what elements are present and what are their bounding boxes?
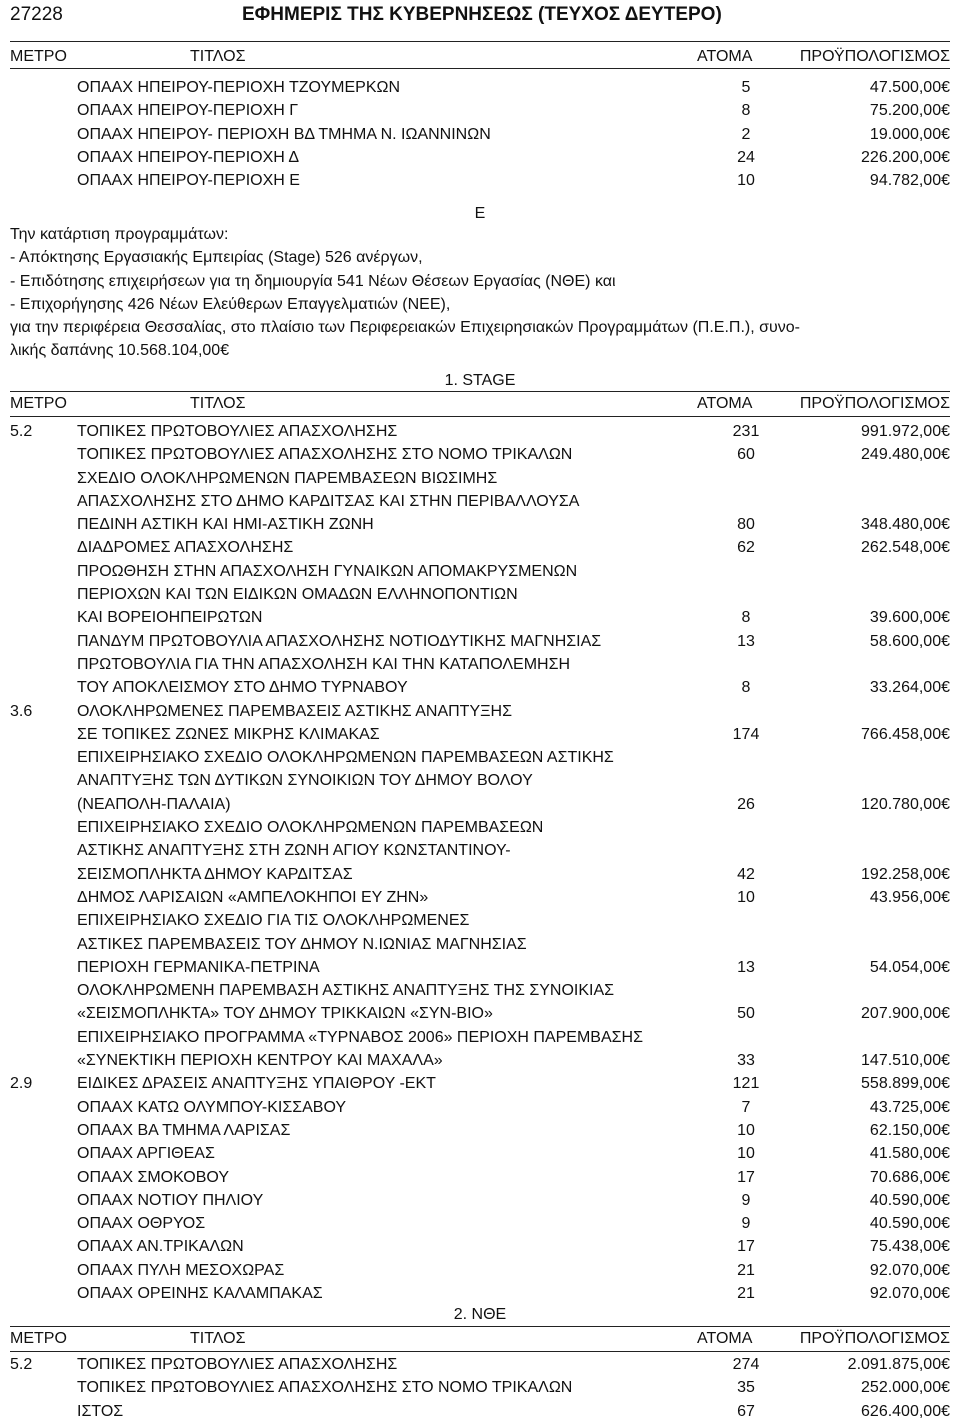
- gazette-title: ΕΦΗΜΕΡΙΣ ΤΗΣ ΚΥΒΕΡΝΗΣΕΩΣ (ΤΕΥΧΟΣ ΔΕΥΤΕΡΟ): [242, 4, 722, 25]
- section-heading-nthe: 2. ΝΘΕ: [453, 1306, 507, 1323]
- paragraph-line: Την κατάρτιση προγραμμάτων:: [10, 226, 229, 243]
- table-row: ΠΕΡΙΟΧΗ ΓΕΡΜΑΝΙΚΑ-ΠΕΤΡΙΝΑ 13 54.054,00€: [77, 958, 950, 976]
- table-row: ΠΑΝΔΥΜ ΠΡΩΤΟΒΟΥΛΙΑ ΑΠΑΣΧΟΛΗΣΗΣ ΝΟΤΙΟΔΥΤΙΚΗΣ ΜΑΓΝΗΣΙΑΣ 13 58.600,00€: [77, 632, 950, 650]
- header-rule: [10, 41, 950, 42]
- table-row: ΕΠΙΧΕΙΡΗΣΙΑΚΟ ΠΡΟΓΡΑΜΜΑ «ΤΥΡΝΑΒΟΣ 2006» ΠΕΡΙΟΧΗ ΠΑΡΕΜΒΑΣΗΣ: [77, 1028, 643, 1046]
- table-row: ΟΠΑΑΧ ΑΝ.ΤΡΙΚΑΛΩΝ 17 75.438,00€: [77, 1238, 950, 1256]
- paragraph-line: για την περιφέρεια Θεσσαλίας, στο πλαίσιο των Περιφερειακών Επιχειρησιακών Προγραμμάτων (Π.Ε.Π.), συνο-: [10, 319, 800, 337]
- col-budget: ΠΡΟΫΠΟΛΟΓΙΣΜΟΣ: [799, 1330, 950, 1347]
- col-budget: ΠΡΟΫΠΟΛΟΓΙΣΜΟΣ: [799, 48, 950, 65]
- col-titlos: ΤΙΤΛΟΣ: [190, 48, 246, 65]
- table-row: ΟΠΑΑΧ ΒΑ ΤΜΗΜΑ ΛΑΡΙΣΑΣ 10 62.150,00€: [77, 1121, 950, 1139]
- column-header-3: [10, 1328, 950, 1350]
- paragraph-line: - Επιδότησης επιχειρήσεων για τη δημιουργία 541 Νέων Θέσεων Εργασίας (ΝΘΕ) και: [10, 272, 616, 290]
- table-row: ΠΕΡΙΟΧΩΝ ΚΑΙ ΤΩΝ ΕΙΔΙΚΩΝ ΟΜΑΔΩΝ ΕΛΛΗΝΟΠΟΝΤΙΩΝ: [77, 586, 518, 604]
- col-metro: ΜΕΤΡΟ: [10, 1330, 67, 1347]
- table-row: ΟΠΑΑΧ ΑΡΓΙΘΕΑΣ 10 41.580,00€: [77, 1145, 950, 1163]
- section-letter: Ε: [474, 205, 486, 222]
- column-header-rule-2: [10, 416, 950, 417]
- table-row: ΟΠΑΑΧ ΗΠΕΙΡΟΥ-ΠΕΡΙΟΧΗ Δ 24 226.200,00€: [77, 148, 950, 166]
- table-row: ΠΡΟΩΘΗΣΗ ΣΤΗΝ ΑΠΑΣΧΟΛΗΣΗ ΓΥΝΑΙΚΩΝ ΑΠΟΜΑΚΡΥΣΜΕΝΩΝ: [77, 562, 578, 580]
- table-row: ΔΗΜΟΣ ΛΑΡΙΣΑΙΩΝ «ΑΜΠΕΛΟΚΗΠΟΙ ΕΥ ΖΗΝ» 10 43.956,00€: [77, 888, 950, 906]
- paragraph-line: - Επιχορήγησης 426 Νέων Ελεύθερων Επαγγελματιών (ΝΕΕ),: [10, 295, 451, 313]
- stage-top-rule: [10, 391, 950, 392]
- table-row: ΟΠΑΑΧ ΗΠΕΙΡΟΥ-ΠΕΡΙΟΧΗ Γ 8 75.200,00€: [77, 102, 950, 120]
- column-header-1: [10, 46, 950, 68]
- table-row: (ΝΕΑΠΟΛΗ-ΠΑΛΑΙΑ) 26 120.780,00€: [77, 795, 950, 813]
- table-row: ΟΠΑΑΧ ΟΘΡΥΟΣ 9 40.590,00€: [77, 1215, 950, 1233]
- table-row: ΟΠΑΑΧ ΣΜΟΚΟΒΟΥ 17 70.686,00€: [77, 1168, 950, 1186]
- page-header: [10, 2, 950, 28]
- col-metro: ΜΕΤΡΟ: [10, 395, 67, 412]
- table-row: «ΣΥΝΕΚΤΙΚΗ ΠΕΡΙΟΧΗ ΚΕΝΤΡΟΥ ΚΑΙ ΜΑΧΑΛΑ» 33 147.510,00€: [77, 1052, 950, 1070]
- table-row: ΤΟΥ ΑΠΟΚΛΕΙΣΜΟΥ ΣΤΟ ΔΗΜΟ ΤΥΡΝΑΒΟΥ 8 33.264,00€: [77, 679, 950, 697]
- table-row: ΤΟΠΙΚΕΣ ΠΡΩΤΟΒΟΥΛΙΕΣ ΑΠΑΣΧΟΛΗΣΗΣ ΣΤΟ ΝΟΜΟ ΤΡΙΚΑΛΩΝ 60 249.480,00€: [77, 446, 950, 464]
- table-row: ΤΟΠΙΚΕΣ ΠΡΩΤΟΒΟΥΛΙΕΣ ΑΠΑΣΧΟΛΗΣΗΣ ΣΤΟ ΝΟΜΟ ΤΡΙΚΑΛΩΝ 35 252.000,00€: [77, 1379, 950, 1397]
- col-metro: ΜΕΤΡΟ: [10, 48, 67, 65]
- table-row: 5.2 ΤΟΠΙΚΕΣ ΠΡΩΤΟΒΟΥΛΙΕΣ ΑΠΑΣΧΟΛΗΣΗΣ 231 991.972,00€: [10, 423, 950, 440]
- table-row: 2.9 ΕΙΔΙΚΕΣ ΔΡΑΣΕΙΣ ΑΝΑΠΤΥΞΗΣ ΥΠΑΙΘΡΟΥ -ΕΚΤ 121 558.899,00€: [10, 1075, 950, 1093]
- table-row: ΑΠΑΣΧΟΛΗΣΗΣ ΣΤΟ ΔΗΜΟ ΚΑΡΔΙΤΣΑΣ ΚΑΙ ΣΤΗΝ ΠΕΡΙΒΑΛΛΟΥΣΑ: [77, 492, 580, 510]
- column-header-rule-3: [10, 1351, 950, 1352]
- table-row: ΣΕ ΤΟΠΙΚΕΣ ΖΩΝΕΣ ΜΙΚΡΗΣ ΚΛΙΜΑΚΑΣ 174 766.458,00€: [77, 725, 950, 743]
- col-atoma: ΑΤΟΜΑ: [697, 48, 753, 65]
- col-atoma: ΑΤΟΜΑ: [697, 1330, 753, 1347]
- table-row: ΟΠΑΑΧ ΝΟΤΙΟΥ ΠΗΛΙΟΥ 9 40.590,00€: [77, 1191, 950, 1209]
- nthe-table: [10, 1353, 950, 1423]
- page-number: 27228: [10, 4, 63, 25]
- table-row: ΣΕΙΣΜΟΠΛΗΚΤΑ ΔΗΜΟΥ ΚΑΡΔΙΤΣΑΣ 42 192.258,00€: [77, 865, 950, 883]
- table-row: «ΣΕΙΣΜΟΠΛΗΚΤΑ» ΤΟΥ ΔΗΜΟΥ ΤΡΙΚΚΑΙΩΝ «ΣΥΝ-ΒΙΟ» 50 207.900,00€: [77, 1005, 950, 1023]
- table-row: 5.2 ΤΟΠΙΚΕΣ ΠΡΩΤΟΒΟΥΛΙΕΣ ΑΠΑΣΧΟΛΗΣΗΣ 274 2.091.875,00€: [10, 1356, 950, 1373]
- section-e-paragraph: [10, 223, 950, 363]
- table-row: ΟΠΑΑΧ ΟΡΕΙΝΗΣ ΚΑΛΑΜΠΑΚΑΣ 21 92.070,00€: [77, 1284, 950, 1302]
- stage-table: [10, 420, 950, 1305]
- section-heading-stage: 1. STAGE: [444, 372, 516, 389]
- table-row: ΚΑΙ ΒΟΡΕΙΟΗΠΕΙΡΩΤΩΝ 8 39.600,00€: [77, 609, 950, 627]
- table-1: [10, 76, 950, 192]
- nthe-top-rule: [10, 1326, 950, 1327]
- table-row: ΠΡΩΤΟΒΟΥΛΙΑ ΓΙΑ ΤΗΝ ΑΠΑΣΧΟΛΗΣΗ ΚΑΙ ΤΗΝ ΚΑΤΑΠΟΛΕΜΗΣΗ: [77, 655, 571, 673]
- col-titlos: ΤΙΤΛΟΣ: [190, 395, 246, 412]
- table-row: ΟΠΑΑΧ ΗΠΕΙΡΟΥ-ΠΕΡΙΟΧΗ ΤΖΟΥΜΕΡΚΩΝ 5 47.500,00€: [77, 79, 950, 96]
- column-header-rule-1: [10, 68, 950, 69]
- table-row: ΟΠΑΑΧ ΠΥΛΗ ΜΕΣΟΧΩΡΑΣ 21 92.070,00€: [77, 1261, 950, 1279]
- table-row: ΟΠΑΑΧ ΚΑΤΩ ΟΛΥΜΠΟΥ-ΚΙΣΣΑΒΟΥ 7 43.725,00€: [77, 1098, 950, 1116]
- table-row: ΕΠΙΧΕΙΡΗΣΙΑΚΟ ΣΧΕΔΙΟ ΟΛΟΚΛΗΡΩΜΕΝΩΝ ΠΑΡΕΜΒΑΣΕΩΝ ΑΣΤΙΚΗΣ: [77, 749, 614, 767]
- col-titlos: ΤΙΤΛΟΣ: [190, 1330, 246, 1347]
- table-row: ΑΝΑΠΤΥΞΗΣ ΤΩΝ ΔΥΤΙΚΩΝ ΣΥΝΟΙΚΙΩΝ ΤΟΥ ΔΗΜΟΥ ΒΟΛΟΥ: [77, 772, 533, 790]
- table-row: ΕΠΙΧΕΙΡΗΣΙΑΚΟ ΣΧΕΔΙΟ ΟΛΟΚΛΗΡΩΜΕΝΩΝ ΠΑΡΕΜΒΑΣΕΩΝ: [77, 819, 544, 837]
- paragraph-line: - Απόκτησης Εργασιακής Εμπειρίας (Stage) 526 ανέργων,: [10, 249, 423, 267]
- table-row: 3.6 ΟΛΟΚΛΗΡΩΜΕΝΕΣ ΠΑΡΕΜΒΑΣΕΙΣ ΑΣΤΙΚΗΣ ΑΝΑΠΤΥΞΗΣ: [10, 702, 512, 720]
- table-row: ΑΣΤΙΚΕΣ ΠΑΡΕΜΒΑΣΕΙΣ ΤΟΥ ΔΗΜΟΥ Ν.ΙΩΝΙΑΣ ΜΑΓΝΗΣΙΑΣ: [77, 935, 527, 953]
- table-row: ΟΛΟΚΛΗΡΩΜΕΝΗ ΠΑΡΕΜΒΑΣΗ ΑΣΤΙΚΗΣ ΑΝΑΠΤΥΞΗΣ ΤΗΣ ΣΥΝΟΙΚΙΑΣ: [77, 982, 615, 1000]
- table-row: ΙΣΤΟΣ 67 626.400,00€: [77, 1402, 950, 1420]
- table-row: ΔΙΑΔΡΟΜΕΣ ΑΠΑΣΧΟΛΗΣΗΣ 62 262.548,00€: [77, 539, 950, 557]
- paragraph-line: λικής δαπάνης 10.568.104,00€: [10, 342, 230, 360]
- col-budget: ΠΡΟΫΠΟΛΟΓΙΣΜΟΣ: [799, 395, 950, 412]
- column-header-2: [10, 393, 950, 415]
- table-row: ΣΧΕΔΙΟ ΟΛΟΚΛΗΡΩΜΕΝΩΝ ΠΑΡΕΜΒΑΣΕΩΝ ΒΙΩΣΙΜΗΣ: [77, 469, 498, 487]
- table-row: ΟΠΑΑΧ ΗΠΕΙΡΟΥ-ΠΕΡΙΟΧΗ Ε 10 94.782,00€: [77, 172, 950, 190]
- col-atoma: ΑΤΟΜΑ: [697, 395, 753, 412]
- table-row: ΕΠΙΧΕΙΡΗΣΙΑΚΟ ΣΧΕΔΙΟ ΓΙΑ ΤΙΣ ΟΛΟΚΛΗΡΩΜΕΝΕΣ: [77, 912, 470, 930]
- table-row: ΟΠΑΑΧ ΗΠΕΙΡΟΥ- ΠΕΡΙΟΧΗ ΒΔ ΤΜΗΜΑ Ν. ΙΩΑΝΝΙΝΩΝ 2 19.000,00€: [77, 125, 950, 143]
- table-row: ΑΣΤΙΚΗΣ ΑΝΑΠΤΥΞΗΣ ΣΤΗ ΖΩΝΗ ΑΓΙΟΥ ΚΩΝΣΤΑΝΤΙΝΟΥ-: [77, 842, 511, 860]
- table-row: ΠΕΔΙΝΗ ΑΣΤΙΚΗ ΚΑΙ ΗΜΙ-ΑΣΤΙΚΗ ΖΩΝΗ 80 348.480,00€: [77, 516, 950, 534]
